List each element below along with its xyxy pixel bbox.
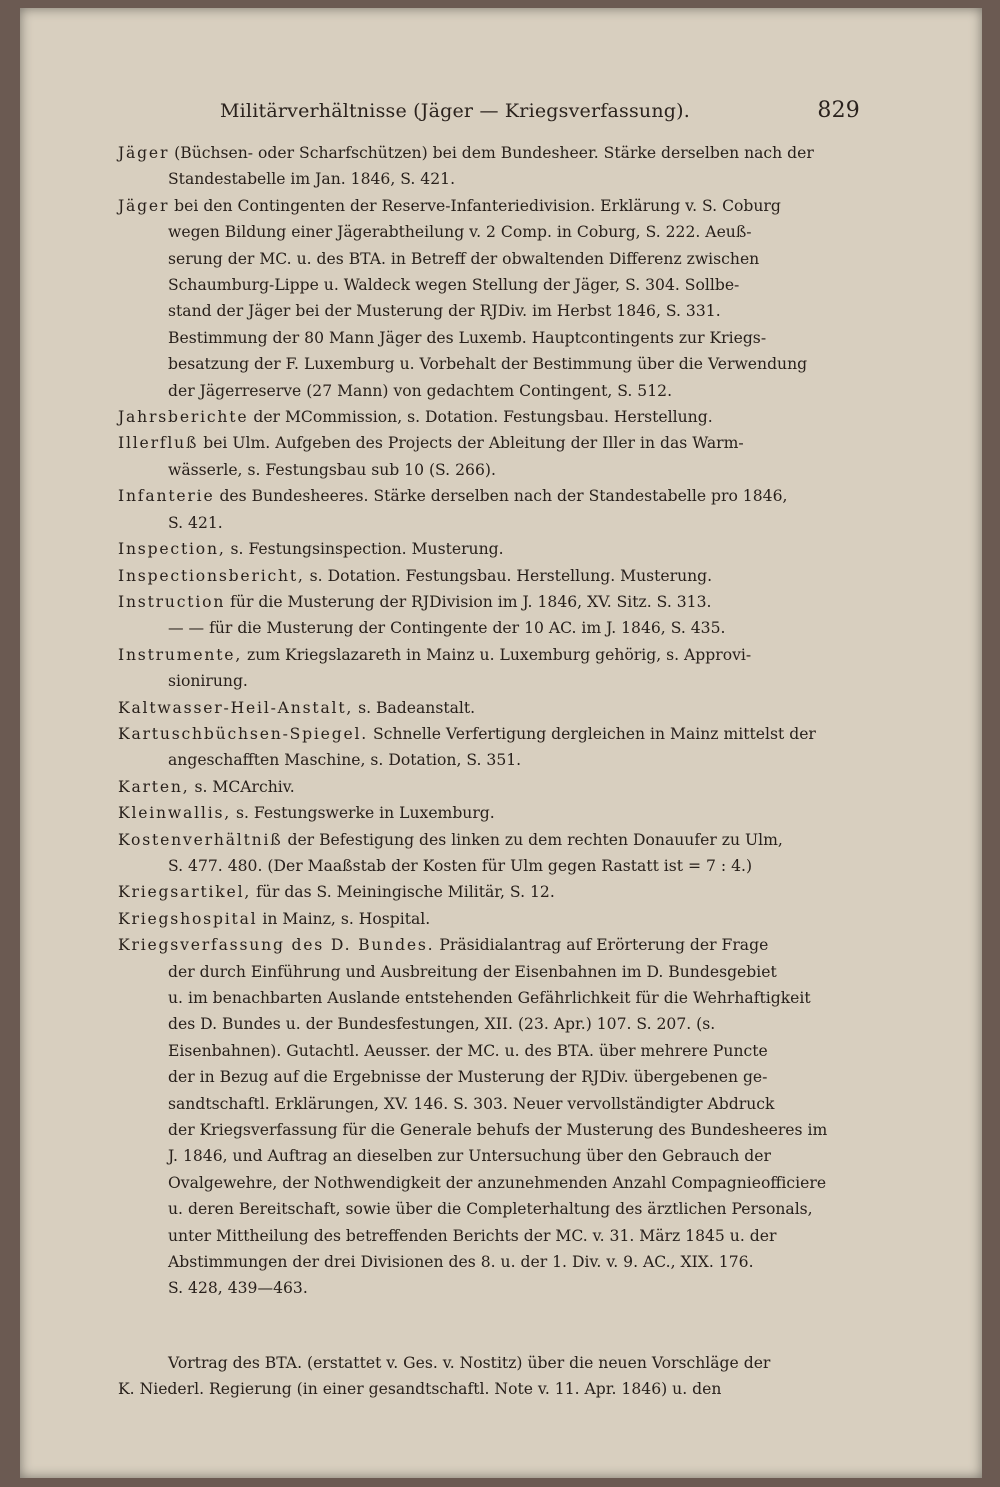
entry-line: besatzung der F. Luxemburg u. Vorbehalt der Bestimmung über die Verwendung (168, 355, 808, 374)
entry-line: sionirung. (168, 672, 248, 691)
entry-line: der Jägerreserve (27 Mann) von gedachtem Contingent, S. 512. (168, 381, 673, 400)
entry-line: s. Festungswerke in Luxemburg. (231, 804, 495, 823)
entry-line: für das S. Meiningische Militär, S. 12. (251, 883, 555, 902)
entry-line: Ovalgewehre, der Nothwendigkeit der anzunehmenden Anzahl Compagnieofficiere (168, 1173, 827, 1192)
index-entry (118, 774, 848, 800)
page-number: 829 (817, 98, 860, 123)
index-entry (118, 827, 848, 880)
entry-line: der MCommission, s. Dotation. Festungsbau. Herstellung. (248, 408, 713, 427)
index-entry (118, 483, 848, 536)
index-term: Inspectionsbericht, (118, 566, 305, 585)
index-term: Karten, (118, 777, 190, 796)
index-term: Jäger (118, 196, 170, 215)
index-entry (118, 906, 848, 932)
entry-line: der durch Einführung und Ausbreitung der Eisenbahnen im D. Bundesgebiet (168, 962, 777, 981)
entry-line: bei Ulm. Aufgeben des Projects der Ableitung der Iller in das Warm- (198, 434, 744, 453)
entry-line: angeschafften Maschine, s. Dotation, S. 351. (168, 751, 522, 770)
entry-line: (Büchsen- oder Scharfschützen) bei dem Bundesheer. Stärke derselben nach der (169, 144, 814, 162)
index-entry (118, 695, 848, 721)
index-entry (118, 932, 848, 1302)
index-entry (118, 589, 848, 642)
index-term: Kriegsverfassung des D. Bundes. (118, 936, 435, 955)
paragraph-line: Vortrag des BTA. (erstattet v. Ges. v. Nostitz) über die neuen Vorschläge der (168, 1354, 771, 1372)
entry-line: — — für die Musterung der Contingente der 10 AC. im J. 1846, S. 435. (168, 619, 726, 638)
entry-line: S. 428, 439—463. (168, 1279, 308, 1298)
index-term: Kostenverhältniß (118, 830, 283, 849)
index-term: Kriegsartikel, (118, 883, 252, 902)
entry-line: in Mainz, s. Hospital. (257, 909, 431, 928)
index-term: Inspection, (118, 540, 226, 559)
index-entry (118, 536, 848, 562)
entry-line: des Bundesheeres. Stärke derselben nach der Standestabelle pro 1846, (214, 487, 788, 506)
entry-line: unter Mittheilung des betreffenden Berichts der MC. v. 31. März 1845 u. der (168, 1226, 777, 1245)
paragraph-text (118, 1350, 848, 1403)
index-entry (118, 642, 848, 695)
paragraph-line: K. Niederl. Regierung (in einer gesandtschaftl. Note v. 11. Apr. 1846) u. den (118, 1380, 722, 1399)
entry-line: stand der Jäger bei der Musterung der RJDiv. im Herbst 1846, S. 331. (168, 302, 721, 321)
entry-line: für die Musterung der RJDivision im J. 1846, XV. Sitz. S. 313. (225, 592, 712, 611)
entry-line: Standestabelle im Jan. 1846, S. 421. (168, 170, 456, 189)
entry-line: zum Kriegslazareth in Mainz u. Luxemburg gehörig, s. Approvi- (242, 645, 752, 664)
running-title: Militärverhältnisse (Jäger — Kriegsverfassung). (220, 100, 691, 122)
index-entry (118, 800, 848, 826)
index-term: Instrumente, (118, 645, 243, 664)
entry-line: u. im benachbarten Auslande entstehenden Gefährlichkeit für die Wehrhaftigkeit (168, 989, 811, 1007)
index-term: Kaltwasser-Heil-Anstalt, (118, 698, 354, 717)
index-entry (118, 193, 848, 404)
index-term: Instruction (118, 592, 226, 611)
index-term: Infanterie (118, 487, 215, 506)
entry-line: J. 1846, und Auftrag an dieselben zur Untersuchung über den Gebrauch der (168, 1147, 771, 1166)
entry-line: s. Festungsinspection. Musterung. (225, 540, 504, 559)
entry-line: sandtschaftl. Erklärungen, XV. 146. S. 303. Neuer vervollständigter Abdruck (168, 1094, 775, 1113)
entry-line: der Kriegsverfassung für die Generale behufs der Musterung des Bundesheeres im (168, 1121, 828, 1140)
entry-line: u. deren Bereitschaft, sowie über die Completerhaltung des ärztlichen Personals, (168, 1200, 813, 1219)
entry-line: des D. Bundes u. der Bundesfestungen, XII. (23. Apr.) 107. S. 207. (s. (168, 1015, 716, 1034)
entry-line: bei den Contingenten der Reserve-Infanteriedivision. Erklärung v. S. Coburg (169, 196, 781, 215)
index-term: Kleinwallis, (118, 804, 232, 823)
entry-line: Bestimmung der 80 Mann Jäger des Luxemb. Hauptcontingents zur Kriegs- (168, 328, 767, 347)
entry-line: s. Badeanstalt. (353, 698, 476, 717)
index-term: Jäger (118, 144, 170, 162)
index-entry (118, 721, 848, 774)
entry-line: s. Dotation. Festungsbau. Herstellung. Musterung. (304, 566, 713, 585)
index-term: Kartuschbüchsen-Spiegel. (118, 724, 369, 743)
entry-line: s. MCArchiv. (189, 777, 295, 796)
entry-line: wegen Bildung einer Jägerabtheilung v. 2 Comp. in Coburg, S. 222. Aeuß- (168, 223, 752, 242)
index-term: Kriegshospital (118, 909, 258, 928)
entry-line: wässerle, s. Festungsbau sub 10 (S. 266). (168, 460, 496, 479)
entry-line: der in Bezug auf die Ergebnisse der Musterung der RJDiv. übergebenen ge- (168, 1068, 768, 1087)
entry-line: serung der MC. u. des BTA. in Betreff der obwaltenden Differenz zwischen (168, 249, 760, 268)
entry-line: Schaumburg-Lippe u. Waldeck wegen Stellung der Jäger, S. 304. Sollbe- (168, 276, 740, 295)
entry-line: S. 421. (168, 513, 223, 532)
entry-line: Schnelle Verfertigung dergleichen in Mainz mittelst der (368, 724, 816, 743)
entry-line: Eisenbahnen). Gutachtl. Aeusser. der MC. u. des BTA. über mehrere Puncte (168, 1041, 768, 1060)
entry-line: Präsidialantrag auf Erörterung der Frage (434, 936, 769, 955)
index-entry (118, 404, 848, 430)
final-paragraph (118, 1350, 848, 1403)
index-term: Illerfluß (118, 434, 199, 453)
index-entry (118, 563, 848, 589)
entry-line: der Befestigung des linken zu dem rechten Donauufer zu Ulm, (282, 830, 783, 849)
entry-line: S. 477. 480. (Der Maaßstab der Kosten für Ulm gegen Rastatt ist = 7 : 4.) (168, 856, 753, 875)
index-body (118, 140, 848, 1302)
running-header (220, 100, 860, 130)
entry-line: Abstimmungen der drei Divisionen des 8. u. der 1. Div. v. 9. AC., XIX. 176. (168, 1253, 754, 1272)
index-term: Jahrsberichte (118, 408, 249, 427)
index-entry (118, 879, 848, 905)
index-entry (118, 140, 848, 193)
index-entry (118, 430, 848, 483)
